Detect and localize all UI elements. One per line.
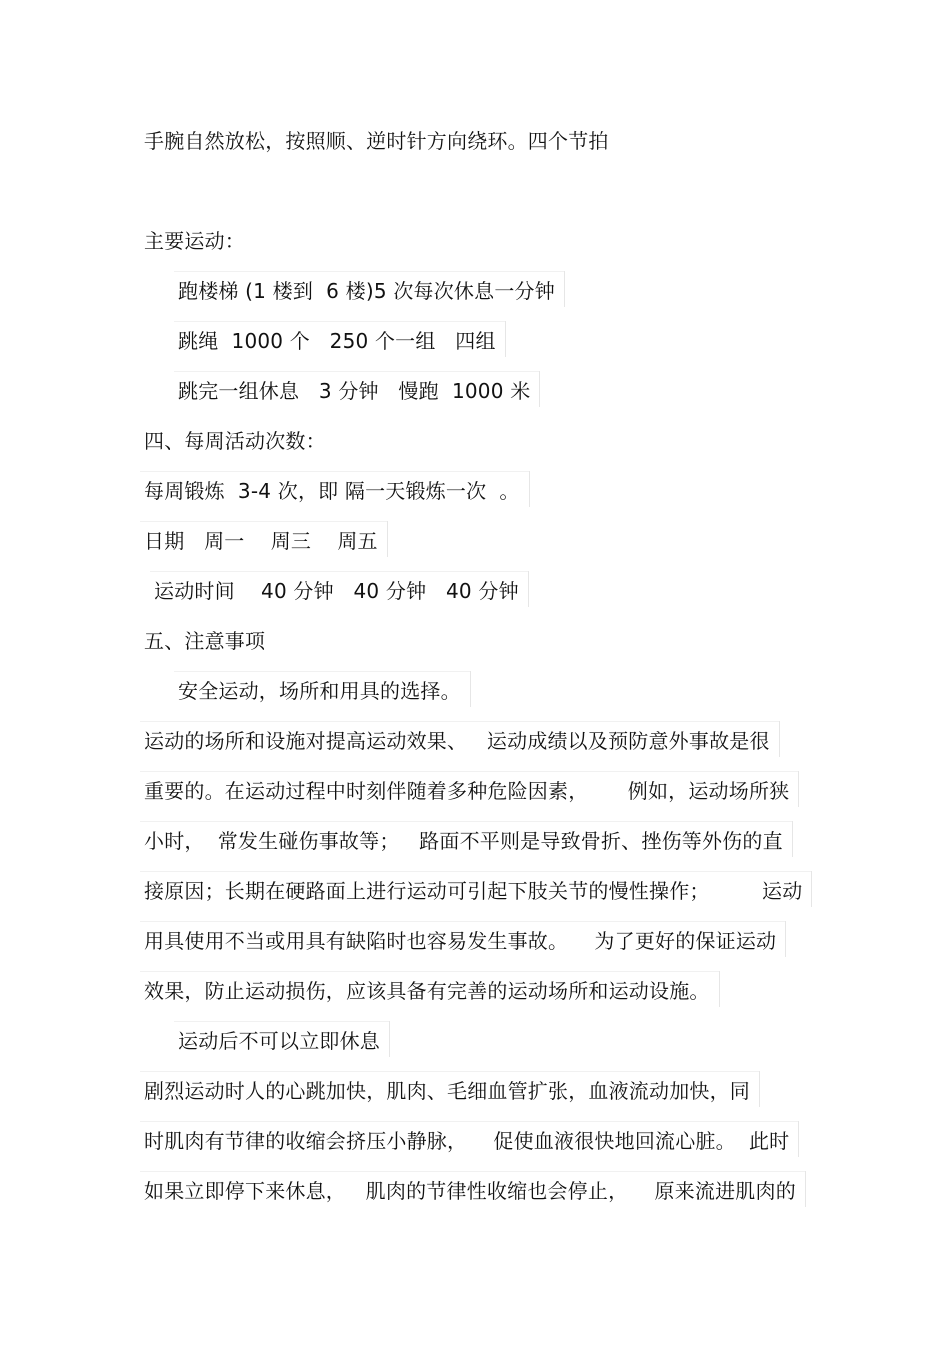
paragraph-safety-line-2: 重要的。在运动过程中时刻伴随着多种危险因素， 例如，运动场所狭 [144,779,790,803]
heading-main-exercise: 主要运动： [144,229,245,253]
paragraph-safety-line-3: 小时， 常发生碰伤事故等； 路面不平则是导致骨折、挫伤等外伤的直 [144,829,783,853]
paragraph-safety-line-4: 接原因；长期在硬路面上进行运动可引起下肢关节的慢性操作； 运动 [144,879,803,903]
heading-weekly-frequency: 四、每周活动次数： [144,429,326,453]
subheading-safety: 安全运动，场所和用具的选择。 [178,679,461,703]
text-line-rest-jog: 跳完一组休息 3 分钟 慢跑 1000 米 [178,379,531,403]
heading-precautions: 五、注意事项 [144,629,266,653]
schedule-days-row: 日期 周一 周三 周五 [144,529,378,553]
text-line-jump-rope: 跳绳 1000 个 250 个一组 四组 [178,329,496,353]
text-line-stairs: 跑楼梯 (1 楼到 6 楼)5 次每次休息一分钟 [178,279,555,303]
text-line-weekly-count: 每周锻炼 3-4 次，即 隔一天锻炼一次 。 [144,479,520,503]
paragraph-safety-line-1: 运动的场所和设施对提高运动效果、 运动成绩以及预防意外事故是很 [144,729,770,753]
paragraph-safety-line-6: 效果，防止运动损伤，应该具备有完善的运动场所和运动设施。 [144,979,710,1003]
schedule-time-row: 运动时间 40 分钟 40 分钟 40 分钟 [154,579,519,603]
text-line-wrist-exercise: 手腕自然放松，按照顺、逆时针方向绕环。四个节拍 [144,129,609,153]
paragraph-safety-line-5: 用具使用不当或用具有缺陷时也容易发生事故。 为了更好的保证运动 [144,929,777,953]
paragraph-rest-line-1: 剧烈运动时人的心跳加快，肌肉、毛细血管扩张，血液流动加快，同 [144,1079,750,1103]
subheading-no-immediate-rest: 运动后不可以立即休息 [178,1029,380,1053]
paragraph-rest-line-3: 如果立即停下来休息， 肌肉的节律性收缩也会停止， 原来流进肌肉的 [144,1179,796,1203]
paragraph-rest-line-2: 时肌肉有节律的收缩会挤压小静脉， 促使血液很快地回流心脏。 此时 [144,1129,790,1153]
